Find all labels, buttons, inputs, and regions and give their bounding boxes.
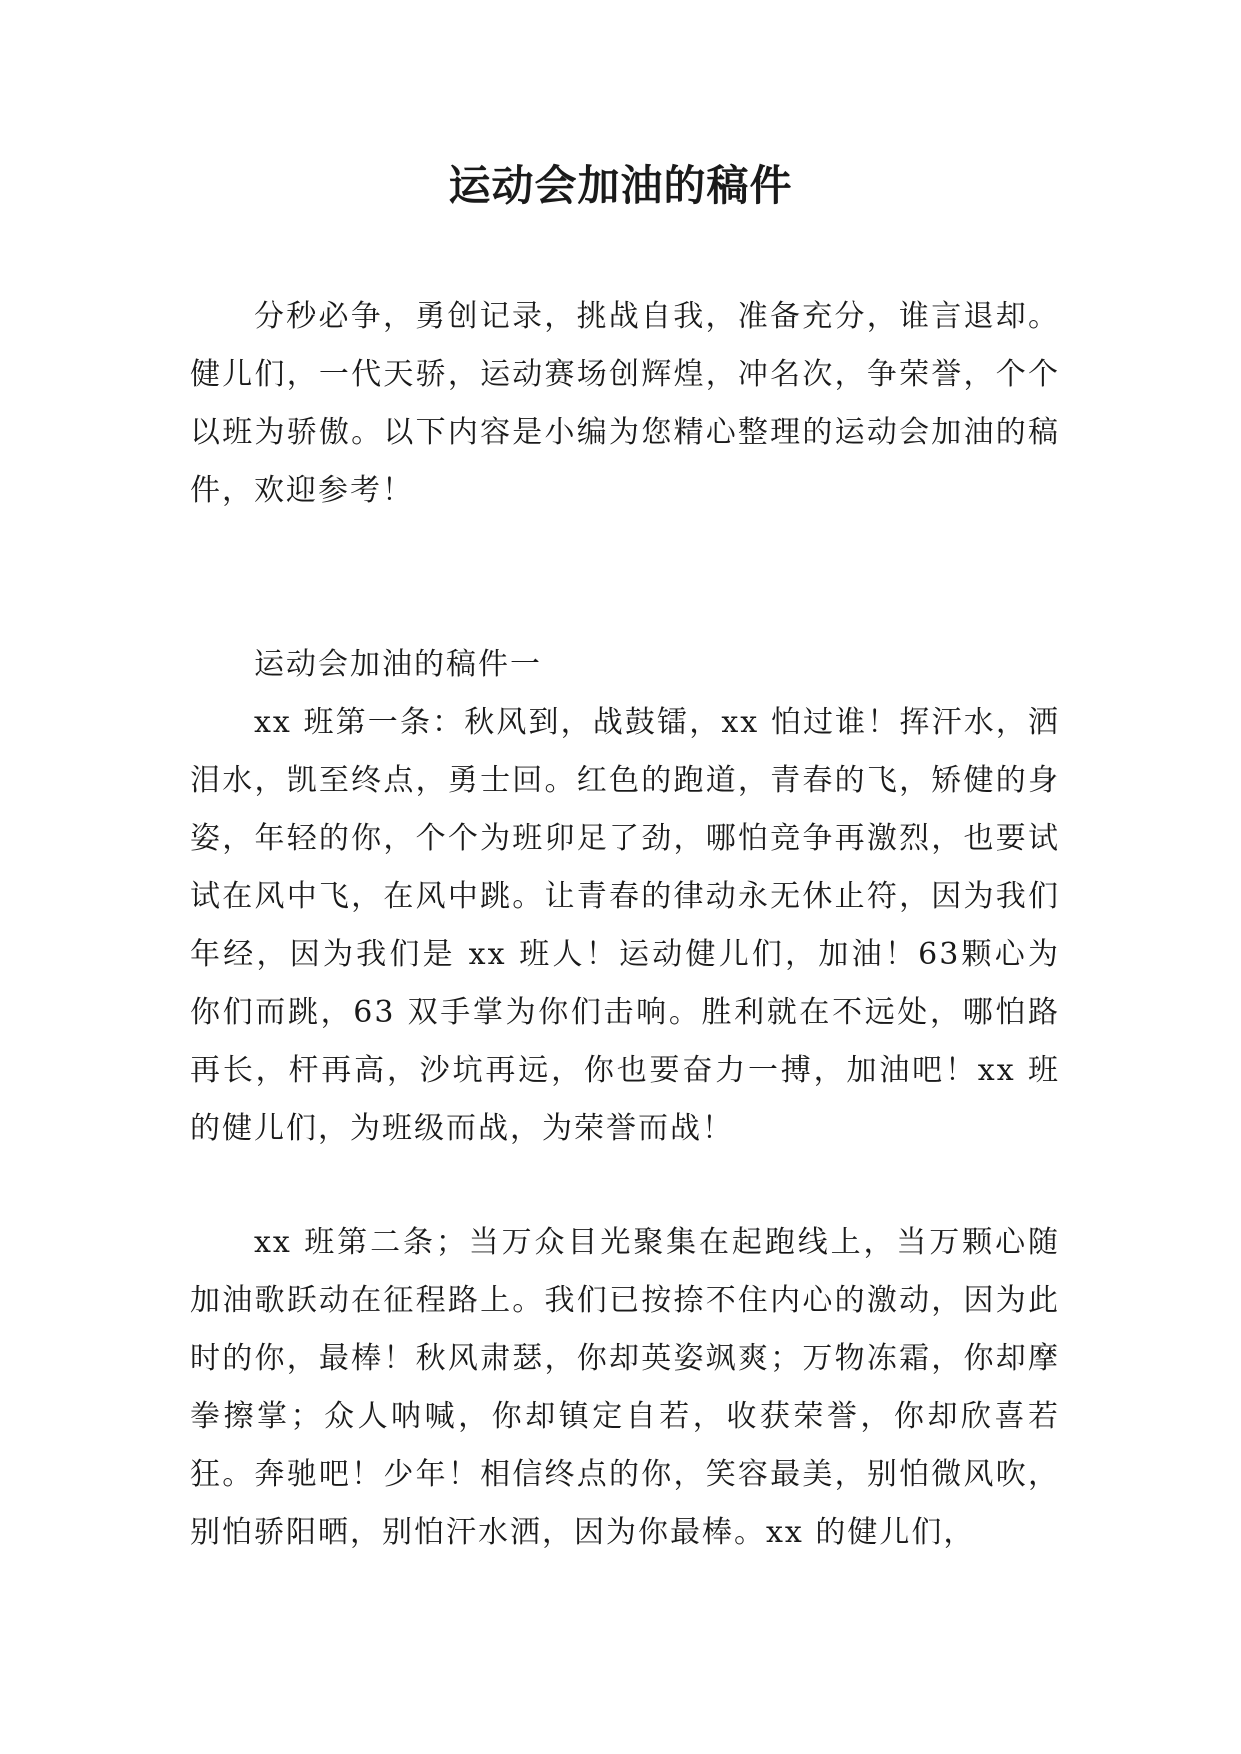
document-body: [190, 288, 1060, 1562]
paragraph-first-slogan: xx 班第一条：秋风到，战鼓镭，xx 怕过谁！挥汗水，洒泪水，凯至终点，勇士回。红色的跑道，青春的飞，矫健的身姿，年轻的你，个个为班卯足了劲，哪怕竞争再激烈，也要试试在风中飞，在风中跳。让青春的律动永无休止符，因为我们年经，因为我们是 xx 班人！运动健儿们，加油！63颗心为你们而跳，63 双手掌为你们击响。胜利就在不远处，哪怕路再长，杆再高，沙坑再远，你也要奋力一搏，加油吧！xx 班的健儿们，为班级而战，为荣誉而战！: [190, 705, 1060, 1146]
section-heading: 运动会加油的稿件一: [254, 647, 542, 682]
document-title: 运动会加油的稿件: [448, 161, 793, 210]
spacer: [190, 520, 1060, 636]
spacer: [190, 1158, 1060, 1214]
paragraph-second-slogan: xx 班第二条；当万众目光聚集在起跑线上，当万颗心随加油歌跃动在征程路上。我们已按捺不住内心的激动，因为此时的你，最棒！秋风肃瑟，你却英姿飒爽；万物冻霜，你却摩拳擦掌；众人呐喊，你却镇定自若，收获荣誉，你却欣喜若狂。奔驰吧！少年！相信终点的你，笑容最美，别怕微风吹，别怕骄阳晒，别怕汗水洒，因为你最棒。xx 的健儿们，: [190, 1225, 1060, 1550]
intro-paragraph: 分秒必争，勇创记录，挑战自我，准备充分，谁言退却。健儿们，一代天骄，运动赛场创辉煌，冲名次，争荣誉，个个以班为骄傲。以下内容是小编为您精心整理的运动会加油的稿件，欢迎参考！: [190, 299, 1060, 508]
